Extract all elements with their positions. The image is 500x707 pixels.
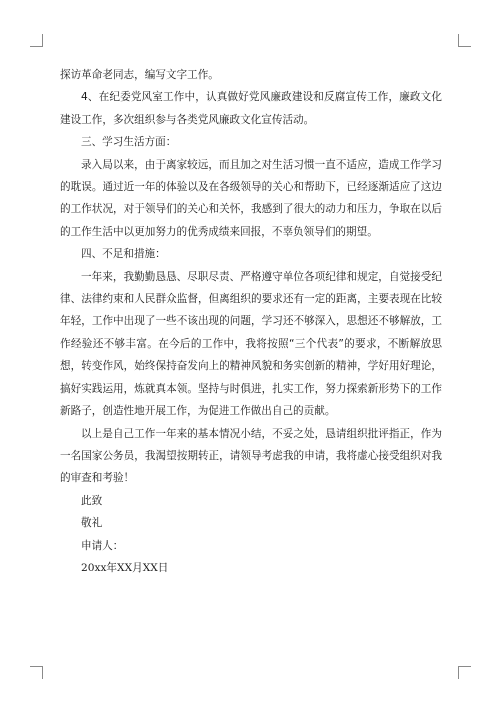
paragraph-study-life: 录入局以来，由于离家较远，而且加之对生活习惯一直不适应，造成工作学习的耽误。通过近一年的体验以及在各级领导的关心和帮助下，已经逐渐适应了这边的工作状况，对于领导们的关心和关怀，我感到了很大的动力和压力，争取在以后的工作生活中以更加努力的优秀成绩来回报，不辜负领导们的期望。	[60, 158, 442, 238]
section-heading-shortcomings: 四、不足和措施：	[81, 248, 166, 261]
paragraph-continuation: 探访革命老同志，编写文字工作。	[60, 69, 219, 81]
crop-mark-bottom-right	[458, 666, 471, 679]
crop-mark-bottom-left	[30, 666, 43, 679]
document-body	[60, 64, 442, 579]
crop-mark-top-right	[458, 34, 471, 47]
closing-salutation: 此致	[81, 494, 103, 507]
crop-mark-top-left	[30, 34, 43, 47]
section-heading-study-life: 三、学习生活方面：	[81, 136, 177, 149]
paragraph-conclusion: 以上是自己工作一年来的基本情况小结，不妥之处，恳请组织批评指正，作为一名国家公务员，我渴望按期转正，请领导考虑我的申请，我将虚心接受组织对我的审查和考验！	[60, 427, 442, 485]
signature-date: 20xx年XX月XX日	[81, 561, 169, 574]
applicant-label: 申请人：	[81, 539, 124, 552]
paragraph-item-4: 4、在纪委党风室工作中，认真做好党风廉政建设和反腐宣传工作，廉政文化建设工作，多次组织参与各类党风廉政文化宣传活动。	[60, 91, 442, 126]
closing-regards: 敬礼	[81, 517, 103, 530]
paragraph-shortcomings: 一年来，我勤勤恳恳、尽职尽责、严格遵守单位各项纪律和规定，自觉接受纪律、法律约束和人民群众监督，但离组织的要求还有一定的距离，主要表现在比较年轻，工作中出现了一些不该出现的问题，学习还不够深入，思想还不够解放，工作经验还不够丰富。在今后的工作中，我将按照“三个代表”的要求，不断解放思想，转变作风，始终保持奋发向上的精神风貌和务实创新的精神，学好用好理论，搞好实践运用，炼就真本领。坚持与时俱进，扎实工作，努力探索新形势下的工作新路子，创造性地开展工作，为促进工作做出自己的贡献。	[60, 270, 442, 418]
